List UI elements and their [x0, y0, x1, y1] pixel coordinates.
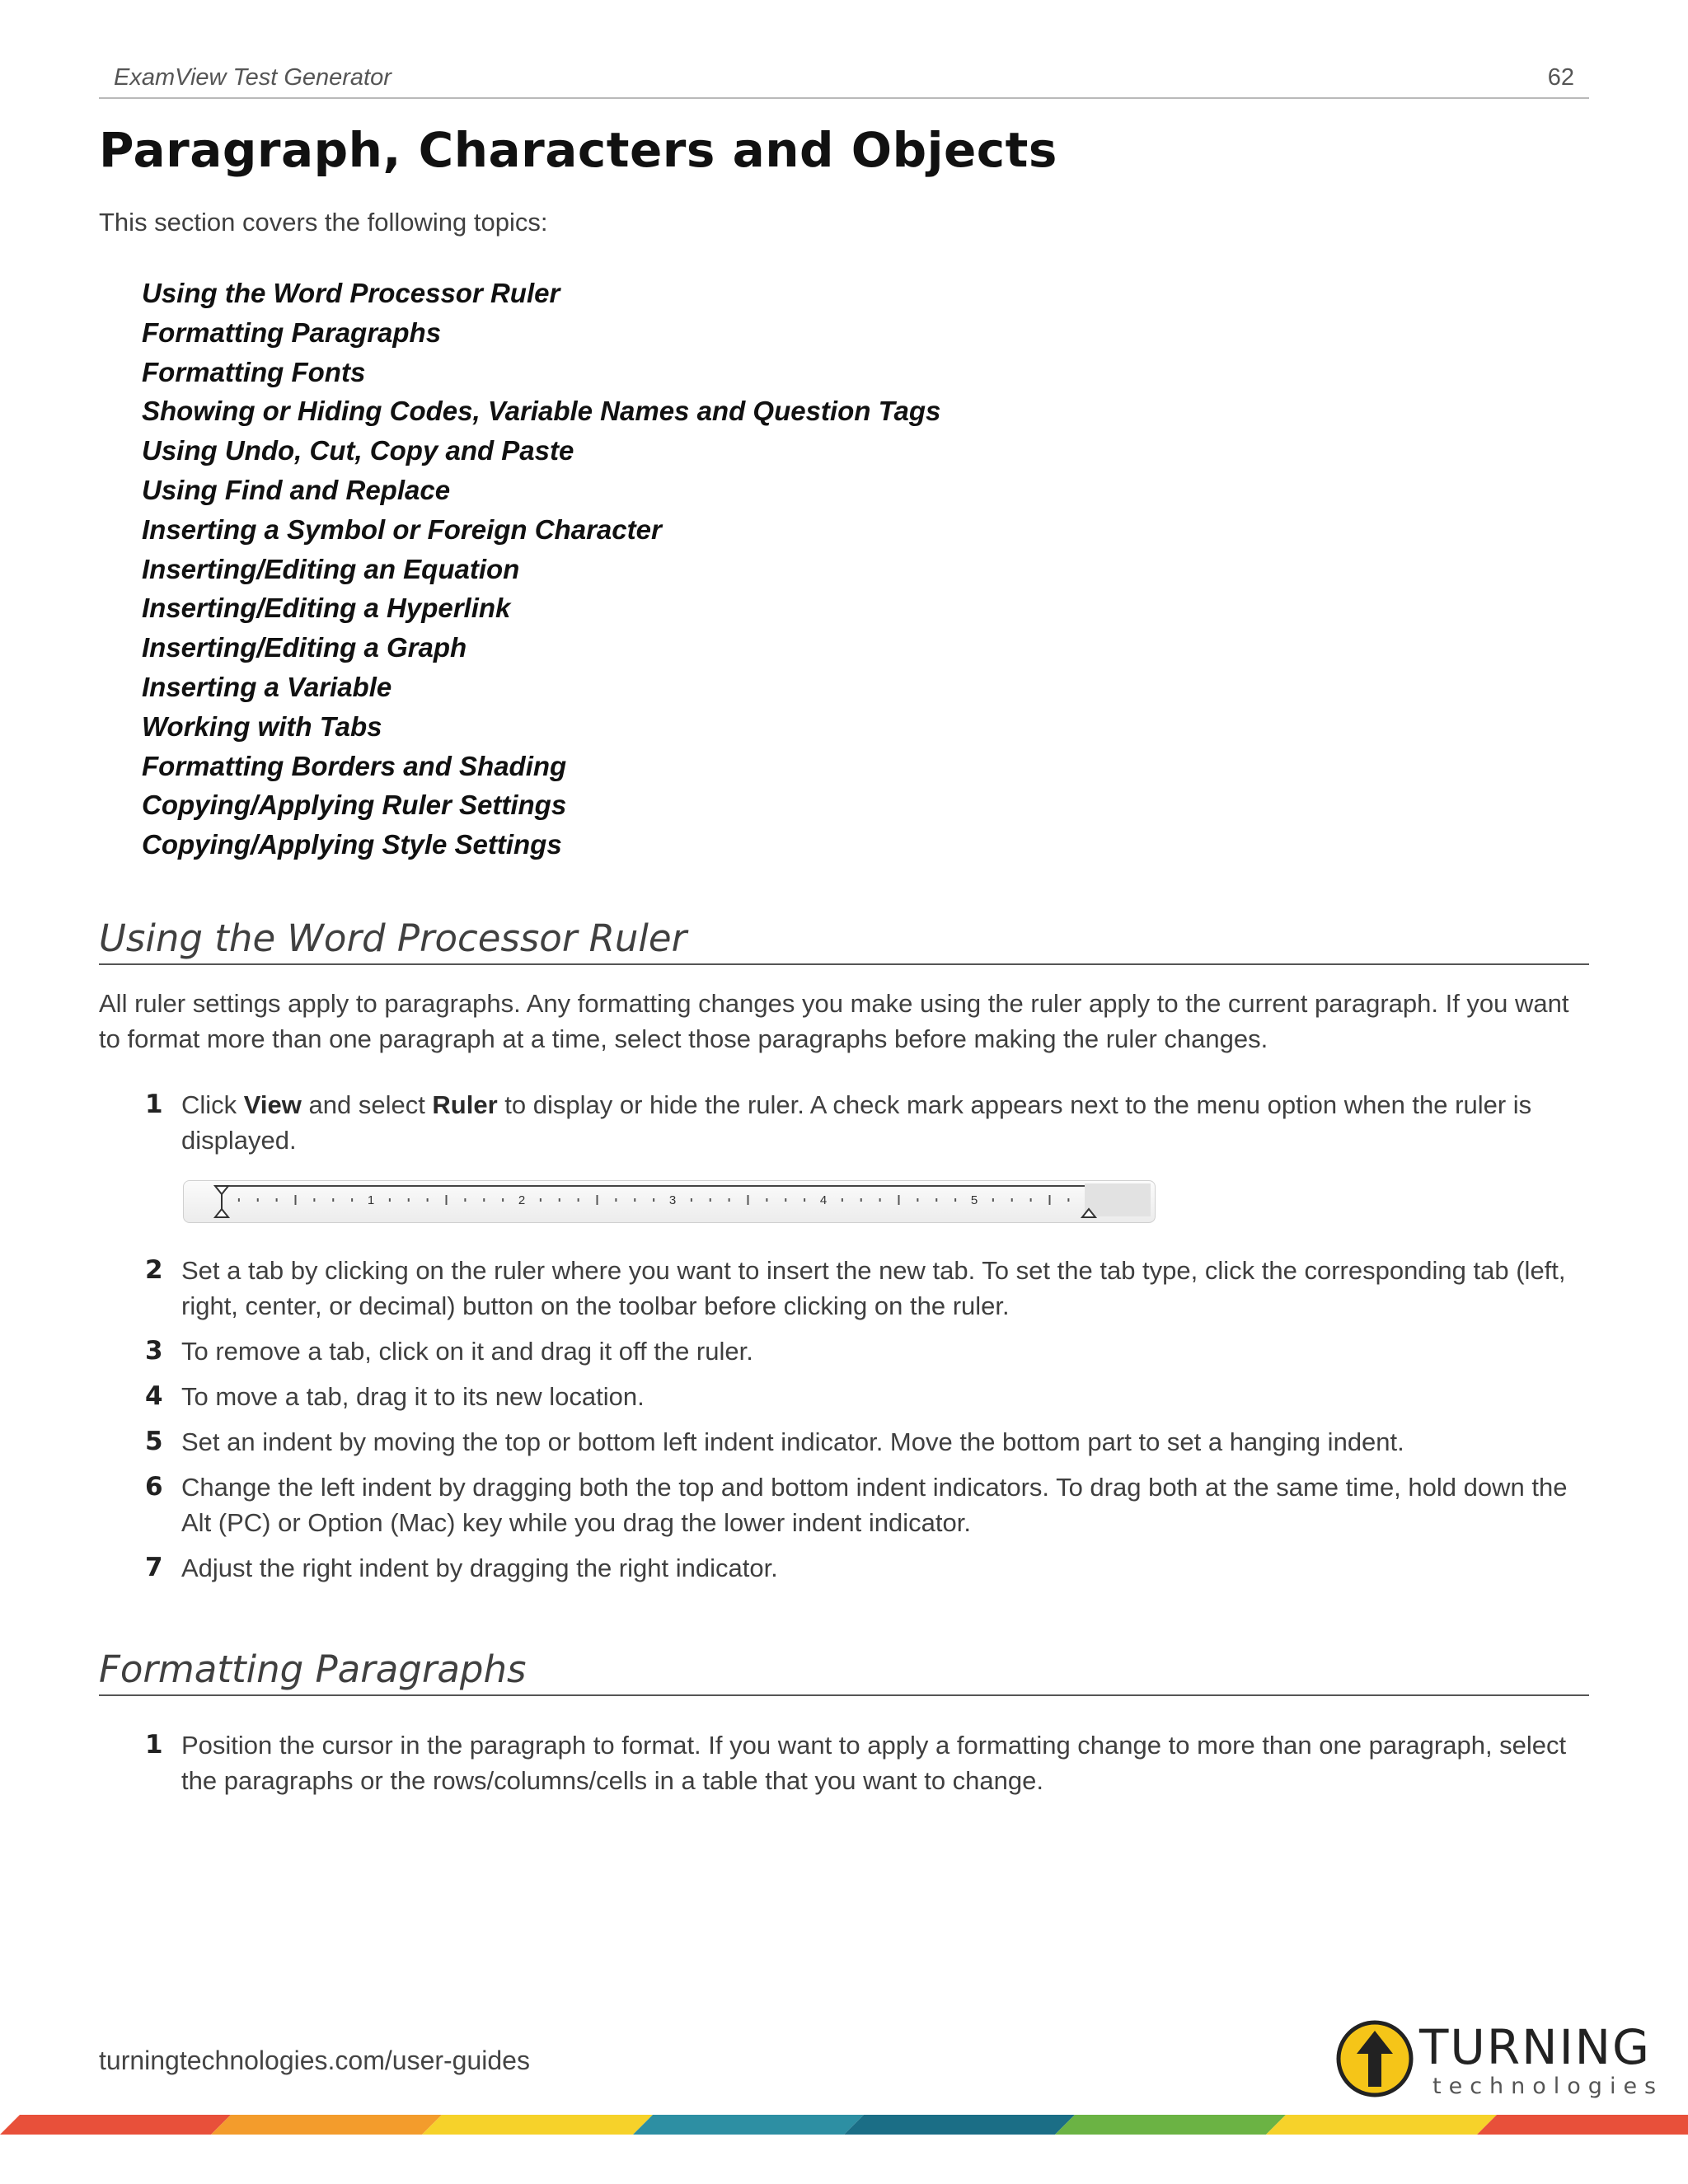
view-menu-term: View: [243, 1090, 302, 1119]
ruler-label: 2: [518, 1193, 526, 1207]
topic-link[interactable]: Inserting/Editing a Graph: [142, 632, 467, 663]
topic-link[interactable]: Inserting/Editing an Equation: [142, 553, 520, 584]
step-item: [99, 1727, 1589, 1798]
step-number: 4: [145, 1381, 163, 1411]
step-item: [99, 1424, 1589, 1460]
page-title: Paragraph, Characters and Objects: [99, 122, 1057, 178]
topic-link[interactable]: Using Undo, Cut, Copy and Paste: [142, 435, 574, 466]
step-text: Set an indent by moving the top or bottom left indent indicator. Move the bottom part to set a hanging indent.: [181, 1427, 1404, 1456]
ruler-step-1-list: [99, 1087, 1589, 1158]
step-item: [99, 1253, 1589, 1324]
ruler-menu-term: Ruler: [432, 1090, 498, 1119]
step-item: [99, 1469, 1589, 1540]
topic-link[interactable]: Inserting a Variable: [142, 671, 392, 702]
step-number: 2: [145, 1255, 163, 1285]
topic-link[interactable]: Using the Word Processor Ruler: [142, 278, 560, 308]
ruler-label: 4: [819, 1193, 828, 1207]
topic-link[interactable]: Copying/Applying Ruler Settings: [142, 790, 567, 821]
topic-link[interactable]: Showing or Hiding Codes, Variable Names and Question Tags: [142, 396, 941, 427]
logo-arrow-icon: [1335, 2018, 1418, 2100]
ruler-steps-list: [99, 1253, 1589, 1586]
ruler-screenshot: [183, 1180, 1156, 1223]
step-number: 1: [145, 1090, 163, 1119]
step-text-mid: and select: [301, 1090, 433, 1119]
running-header: [99, 61, 1589, 99]
topic-link[interactable]: Inserting/Editing a Hyperlink: [142, 593, 511, 624]
topic-link[interactable]: Working with Tabs: [142, 710, 382, 742]
topic-link[interactable]: Inserting a Symbol or Foreign Character: [142, 513, 662, 545]
stripe-segment: [0, 2115, 231, 2135]
topic-link[interactable]: Formatting Borders and Shading: [142, 750, 567, 781]
topic-link[interactable]: Formatting Fonts: [142, 356, 366, 387]
topic-link[interactable]: Copying/Applying Style Settings: [142, 829, 562, 860]
step-number: 5: [145, 1427, 163, 1456]
first-line-indent-marker[interactable]: [215, 1186, 228, 1194]
stripe-segment: [1055, 2115, 1286, 2135]
topic-link[interactable]: Formatting Paragraphs: [142, 316, 442, 348]
stripe-segment: [633, 2115, 864, 2135]
step-text-post: to display or hide the ruler. A check mark appears next to the menu option when the ruler is displayed.: [181, 1090, 1532, 1155]
step-number: 7: [145, 1553, 163, 1582]
step-item: [99, 1550, 1589, 1586]
ruler-label: 5: [970, 1193, 978, 1207]
stripe-segment: [1477, 2115, 1688, 2135]
ruler-section-body: All ruler settings apply to paragraphs. Any formatting changes you make using the ruler apply to the current paragraph. If you want to format more than one paragraph at a time, select those paragraphs before making the ruler changes.: [99, 989, 1569, 1053]
step-text-pre: Click: [181, 1090, 244, 1119]
ruler-label: 1: [367, 1193, 375, 1207]
step-item: [99, 1379, 1589, 1414]
ruler-margin-area: [1085, 1183, 1151, 1216]
step-text: To move a tab, drag it to its new location.: [181, 1382, 645, 1411]
step-number: 3: [145, 1336, 163, 1366]
logo-word: TURNING: [1419, 2019, 1652, 2075]
footer-color-stripe: [0, 2115, 1688, 2135]
topic-link[interactable]: Using Find and Replace: [142, 474, 451, 505]
stripe-segment: [1266, 2115, 1497, 2135]
step-item: [99, 1087, 1589, 1158]
paragraph-steps-list: [99, 1727, 1589, 1798]
stripe-segment: [211, 2115, 442, 2135]
page-number: 62: [1547, 64, 1574, 91]
logo-subtext: technologies: [1432, 2074, 1664, 2099]
left-indent-marker[interactable]: [215, 1209, 228, 1217]
turning-technologies-logo: [1335, 2018, 1664, 2100]
section-heading-formatting-paragraphs: Formatting Paragraphs: [99, 1647, 1589, 1696]
step-text: To remove a tab, click on it and drag it off the ruler.: [181, 1337, 753, 1366]
step-text: Adjust the right indent by dragging the right indicator.: [181, 1554, 778, 1582]
step-item: [99, 1333, 1589, 1369]
step-text: Change the left indent by dragging both the top and bottom indent indicators. To drag both at the same time, hold down the Alt (PC) or Option (Mac) key while you drag the lower indent indicator.: [181, 1473, 1568, 1537]
stripe-segment: [844, 2115, 1075, 2135]
step-text: Position the cursor in the paragraph to format. If you want to apply a formatting change to more than one paragraph, select the paragraphs or the rows/columns/cells in a table that you want to change.: [181, 1731, 1567, 1795]
ruler-graphic: [184, 1181, 1155, 1222]
footer-url-link[interactable]: turningtechnologies.com/user-guides: [99, 2046, 530, 2075]
section-heading-ruler: Using the Word Processor Ruler: [99, 916, 1589, 965]
stripe-segment: [422, 2115, 653, 2135]
document-name: ExamView Test Generator: [114, 64, 392, 91]
step-text: Set a tab by clicking on the ruler where you want to insert the new tab. To set the tab type, click the corresponding tab (left, right, center, or decimal) button on the toolbar before clicking on the ruler.: [181, 1256, 1566, 1320]
step-number: 1: [145, 1730, 163, 1760]
topic-list: [142, 274, 940, 865]
step-number: 6: [145, 1472, 163, 1502]
ruler-label: 3: [668, 1193, 677, 1207]
intro-text: This section covers the following topics:: [99, 208, 548, 237]
